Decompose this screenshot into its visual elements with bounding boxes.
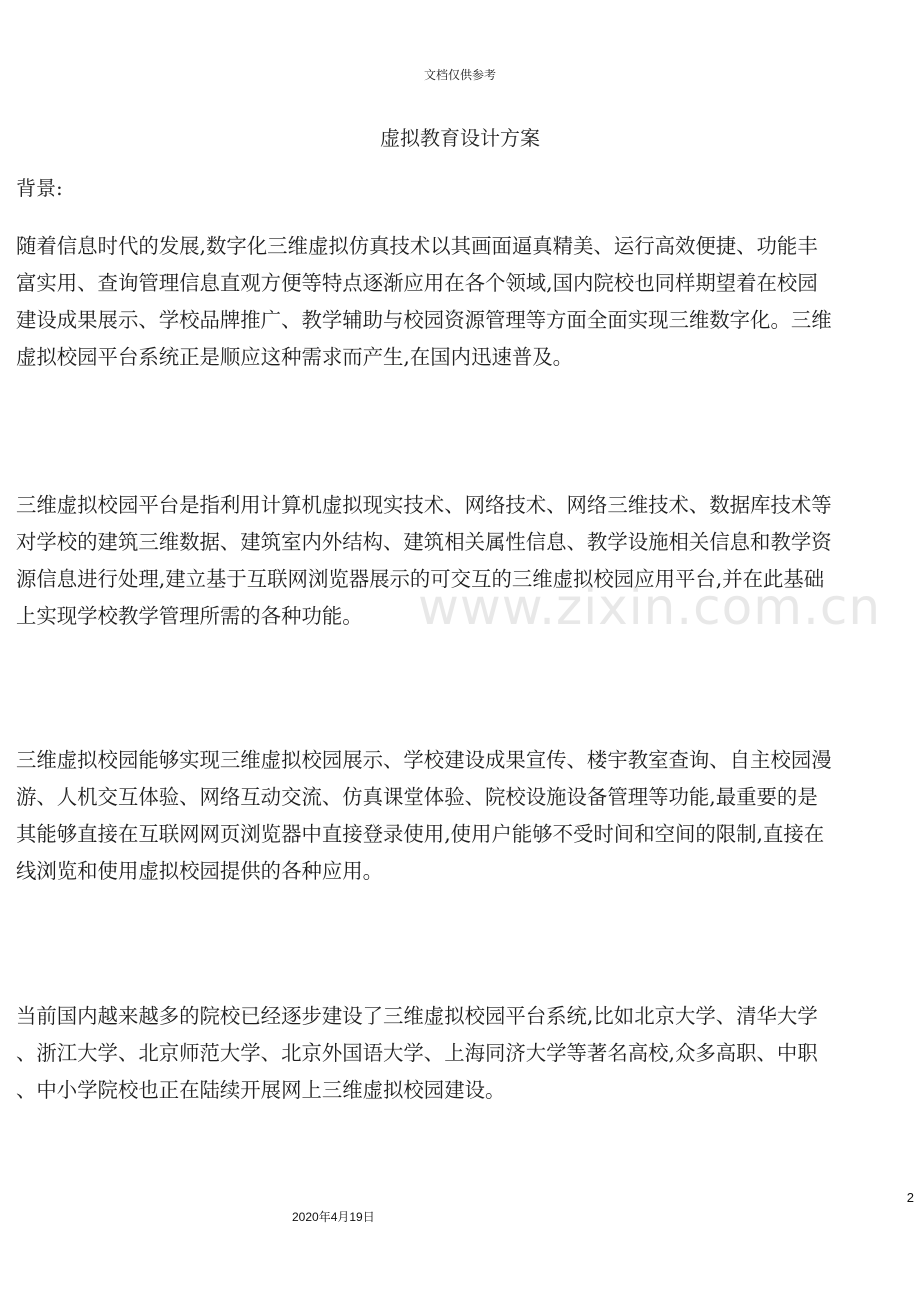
- footer-date: 2020年4月19日: [292, 1210, 375, 1224]
- paragraph-line: 、中小学院校也正在陆续开展网上三维虚拟校园建设。: [16, 1078, 506, 1102]
- paragraph-line: 对学校的建筑三维数据、建筑室内外结构、建筑相关属性信息、教学设施相关信息和教学资: [16, 530, 832, 554]
- paragraph-line: 、浙江大学、北京师范大学、北京外国语大学、上海同济大学等著名高校,众多高职、中职: [16, 1041, 818, 1065]
- paragraph-3: [16, 742, 910, 890]
- section-label-background: 背景:: [16, 176, 63, 200]
- paragraph-line: 线浏览和使用虚拟校园提供的各种应用。: [16, 859, 384, 883]
- paragraph-line: 建设成果展示、学校品牌推广、教学辅助与校园资源管理等方面全面实现三维数字化。三维: [16, 308, 832, 332]
- watermark: www.zixin.com.cn: [418, 578, 882, 636]
- paragraph-line: 三维虚拟校园平台是指利用计算机虚拟现实技术、网络技术、网络三维技术、数据库技术等: [16, 493, 832, 517]
- paragraph-line: 其能够直接在互联网网页浏览器中直接登录使用,使用户能够不受时间和空间的限制,直接在: [16, 822, 825, 846]
- paragraph-line: 三维虚拟校园能够实现三维虚拟校园展示、学校建设成果宣传、楼宇教室查询、自主校园漫: [16, 748, 832, 772]
- paragraph-line: 当前国内越来越多的院校已经逐步建设了三维虚拟校园平台系统,比如北京大学、清华大学: [16, 1004, 818, 1028]
- paragraph-line: 虚拟校园平台系统正是顺应这种需求而产生,在国内迅速普及。: [16, 345, 574, 369]
- paragraph-line: 随着信息时代的发展,数字化三维虚拟仿真技术以其画面逼真精美、运行高效便捷、功能丰: [16, 234, 818, 258]
- document-title: 虚拟教育设计方案: [380, 126, 540, 150]
- paragraph-1: [16, 228, 910, 376]
- paragraph-line: 游、人机交互体验、网络互动交流、仿真课堂体验、院校设施设备管理等功能,最重要的是: [16, 785, 818, 809]
- page-number: 2: [906, 1190, 914, 1205]
- header-note: 文档仅供参考: [423, 68, 496, 82]
- paragraph-line: 源信息进行处理,建立基于互联网浏览器展示的可交互的三维虚拟校园应用平台,并在此基础: [16, 567, 825, 591]
- paragraph-line: 富实用、查询管理信息直观方便等特点逐渐应用在各个领域,国内院校也同样期望着在校园: [16, 271, 818, 295]
- paragraph-line: 上实现学校教学管理所需的各种功能。: [16, 604, 363, 628]
- paragraph-4: [16, 998, 910, 1109]
